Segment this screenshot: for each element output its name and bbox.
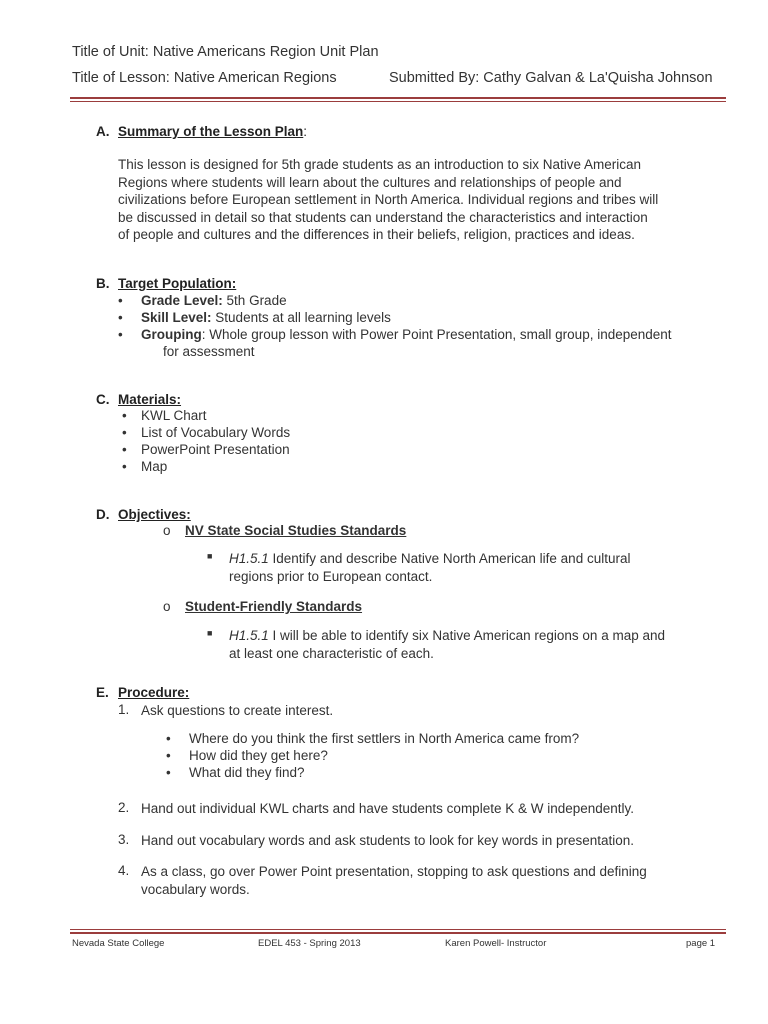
step-text: Ask questions to create interest.: [141, 703, 334, 718]
section-c-heading: [96, 392, 181, 407]
footer-course: EDEL 453 - Spring 2013: [258, 938, 361, 949]
summary-line: Regions where students will learn about the cultures and relationships of people and: [118, 174, 622, 190]
bullet-icon: •: [118, 310, 123, 325]
question-item: Where do you think the first settlers in North America came from?: [189, 731, 580, 746]
section-b-heading: [96, 276, 236, 291]
step-number: 1.: [118, 702, 130, 717]
bullet-icon: •: [122, 442, 127, 457]
section-b-title: Target Population:: [118, 276, 237, 291]
bullet-icon: •: [118, 293, 123, 308]
footer-rule-thick: [70, 932, 726, 934]
step-number: 2.: [118, 800, 130, 815]
summary-line: This lesson is designed for 5th grade students as an introduction to six Native American: [118, 157, 642, 172]
student-standards-title: Student-Friendly Standards: [185, 599, 363, 614]
bullet-icon: •: [166, 748, 171, 763]
bullet-icon: •: [118, 327, 123, 342]
material-item: List of Vocabulary Words: [141, 425, 291, 440]
section-d-heading: [96, 507, 191, 522]
step-number: 3.: [118, 832, 130, 847]
footer-instructor: Karen Powell- Instructor: [445, 938, 547, 949]
square-bullet-icon: ■: [207, 628, 213, 638]
material-item: PowerPoint Presentation: [141, 442, 290, 457]
nv-standard-text-cont: regions prior to European contact.: [229, 569, 433, 584]
section-c-title: Materials:: [118, 392, 182, 407]
summary-line: civilizations before European settlement in North America. Individual regions and tribes will: [118, 192, 659, 207]
summary-line: be discussed in detail so that students can understand the characteristics and interaction: [118, 209, 648, 225]
section-e-heading: [96, 685, 189, 700]
question-item: How did they get here?: [189, 748, 328, 763]
student-standard-text-cont: at least one characteristic of each.: [229, 646, 434, 661]
section-a-heading: [96, 124, 307, 139]
section-d-title: Objectives:: [118, 507, 191, 522]
skill-level-item: Skill Level: Students at all learning levels: [141, 310, 391, 325]
step-number: 4.: [118, 863, 130, 878]
grouping-continuation: for assessment: [163, 344, 255, 359]
section-a-letter: A.: [96, 124, 110, 139]
grade-level-item: Grade Level: 5th Grade: [141, 293, 287, 308]
summary-paragraph: [118, 156, 728, 244]
section-e-letter: E.: [96, 685, 109, 700]
circle-bullet-icon: o: [163, 599, 171, 614]
section-b-letter: B.: [96, 276, 110, 291]
circle-bullet-icon: o: [163, 523, 171, 538]
footer-page-number: page 1: [686, 938, 716, 949]
step-text: Hand out individual KWL charts and have students complete K & W independently.: [141, 801, 635, 816]
section-e-title: Procedure:: [118, 685, 190, 700]
submitted-by: Submitted By: Cathy Galvan & La'Quisha Johnson: [389, 70, 713, 86]
section-a-title: Summary of the Lesson Plan: [118, 124, 304, 139]
header-rule-thick: [70, 97, 726, 99]
nv-standard-text: H1.5.1 Identify and describe Native North American life and cultural: [229, 551, 631, 566]
question-item: What did they find?: [189, 765, 305, 780]
summary-line: of people and cultures and the differences in their beliefs, religion, practices and ideas.: [118, 227, 635, 242]
square-bullet-icon: ■: [207, 551, 213, 561]
student-standard-text: H1.5.1 I will be able to identify six Native American regions on a map and: [229, 628, 665, 643]
bullet-icon: •: [122, 425, 127, 440]
section-d-letter: D.: [96, 507, 110, 522]
bullet-icon: •: [166, 765, 171, 780]
lesson-title: Title of Lesson: Native American Regions: [72, 70, 337, 86]
nv-standards-title: NV State Social Studies Standards: [185, 523, 407, 538]
footer-college: Nevada State College: [72, 938, 165, 949]
header-rule-thin: [70, 101, 726, 102]
unit-title: Title of Unit: Native Americans Region Unit Plan: [72, 44, 379, 60]
material-item: Map: [141, 459, 168, 474]
section-c-letter: C.: [96, 392, 110, 407]
step-text: Hand out vocabulary words and ask students to look for key words in presentation.: [141, 833, 635, 848]
footer-rule-thin: [70, 929, 726, 930]
bullet-icon: •: [122, 408, 127, 423]
step-text: As a class, go over Power Point presentation, stopping to ask questions and defining vocabulary words.: [141, 864, 647, 897]
grouping-item: Grouping: Whole group lesson with Power Point Presentation, small group, independent: [141, 327, 672, 342]
bullet-icon: •: [122, 459, 127, 474]
bullet-icon: •: [166, 731, 171, 746]
section-a-colon: :: [303, 124, 308, 139]
material-item: KWL Chart: [141, 408, 207, 423]
